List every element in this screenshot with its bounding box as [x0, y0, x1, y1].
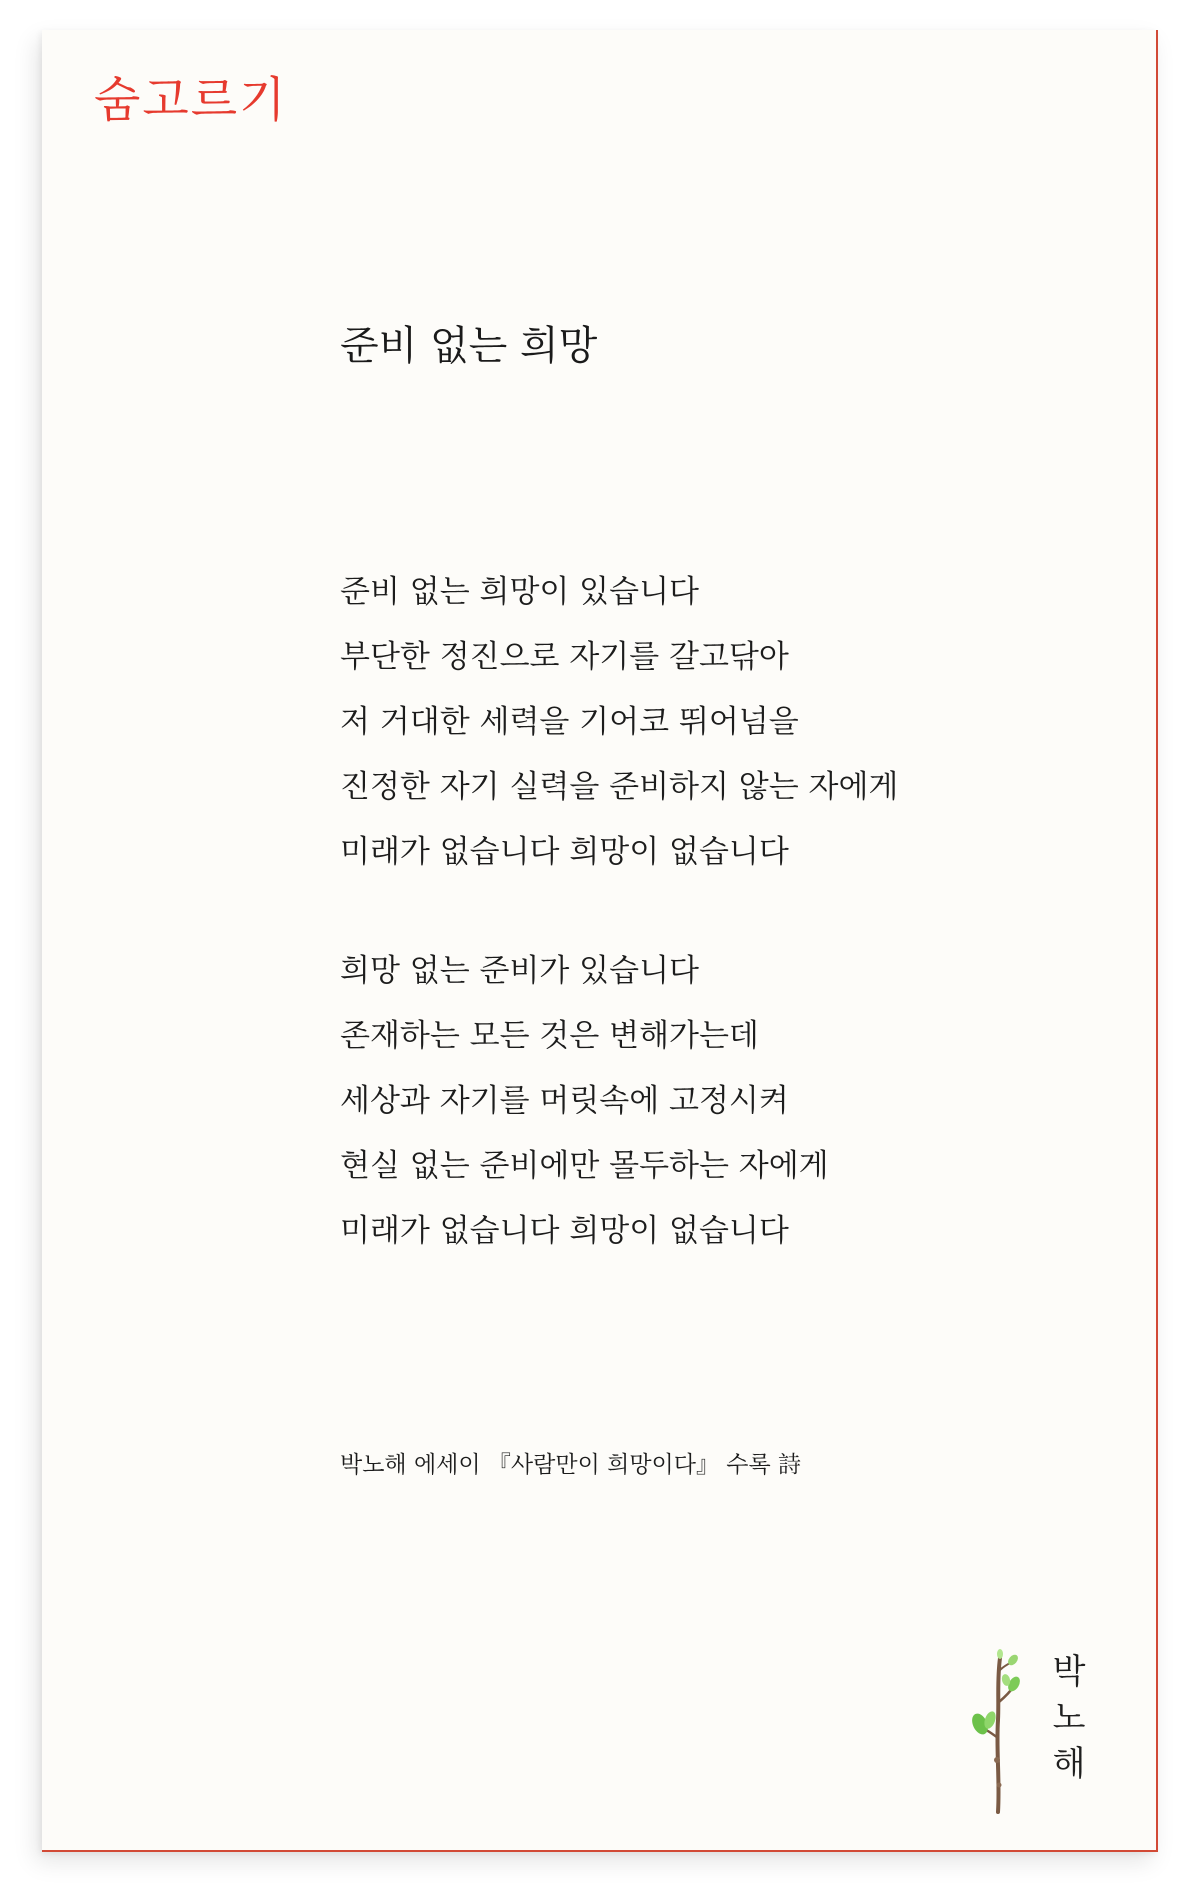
poem-title: 준비 없는 희망 [340, 323, 598, 369]
signature-char: 박 [1052, 1652, 1086, 1692]
stanza-2 [340, 939, 898, 1264]
poem-line: 저 거대한 세력을 기어코 뛰어넘을 [340, 704, 799, 740]
poem-body [340, 560, 898, 1264]
poem-line: 미래가 없습니다 희망이 없습니다 [340, 834, 789, 870]
author-signature [1042, 1650, 1096, 1788]
poem-line: 미래가 없습니다 희망이 없습니다 [340, 1213, 789, 1249]
poem-line: 현실 없는 준비에만 몰두하는 자에게 [340, 1148, 829, 1184]
poem-line: 진정한 자기 실력을 준비하지 않는 자에게 [340, 769, 899, 805]
poem-line: 희망 없는 준비가 있습니다 [340, 953, 699, 989]
poem-line: 부단한 정진으로 자기를 갈고닦아 [340, 639, 789, 675]
poem-line: 세상과 자기를 머릿속에 고정시켜 [340, 1083, 789, 1119]
signature-char: 해 [1052, 1743, 1086, 1784]
stanza-1 [340, 560, 898, 885]
poem-card [42, 30, 1158, 1852]
poem-line: 존재하는 모든 것은 변해가는데 [340, 1018, 759, 1054]
poem-line: 준비 없는 희망이 있습니다 [340, 574, 699, 610]
signature-char: 노 [1052, 1697, 1086, 1738]
brand-logo: 숨고르기 [94, 72, 288, 128]
poem-source: 박노해 에세이 『사람만이 희망이다』 수록 詩 [340, 1452, 802, 1478]
